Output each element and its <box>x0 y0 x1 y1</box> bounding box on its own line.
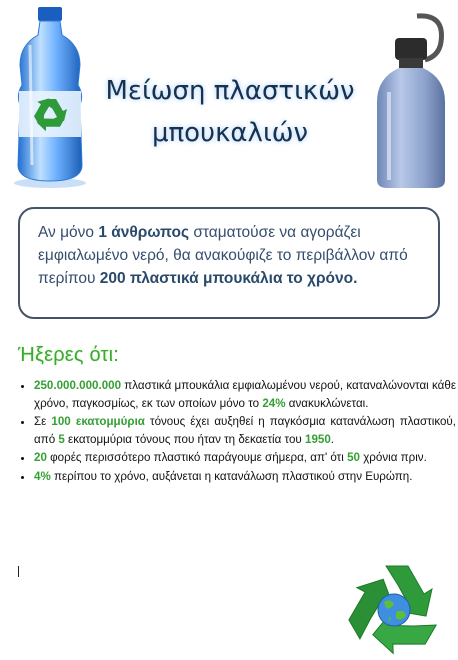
fact-highlight: 1950 <box>305 432 331 446</box>
fact-text: τόνους έχει αυξηθεί η παγκόσμια κατανάλωση πλαστικού, από <box>34 415 456 446</box>
fact-text: εκατομμύρια τόνους που ήταν τη δεκαετία του <box>64 432 305 446</box>
list-item <box>34 377 456 412</box>
list-item <box>34 468 456 486</box>
fact-highlight: 24% <box>262 396 286 410</box>
fact-text: ανακυκλώνεται. <box>285 396 369 410</box>
title-line-1: Μείωση πλαστικών <box>105 76 355 106</box>
fact-highlight: 4% <box>34 469 51 483</box>
fact-highlight: 5 <box>58 432 65 446</box>
fact-text: φορές περισσότερο πλαστικό παράγουμε σήμερα, απ' ότι <box>46 451 348 465</box>
fact-highlight: 50 <box>347 451 360 465</box>
info-box <box>18 207 440 319</box>
recycle-globe-icon <box>340 558 448 658</box>
metal-bottle-image <box>355 12 455 190</box>
info-text-2: σταματούσε να αγοράζει εμφιαλωμένο νερό, θα ανακούφιζε το περιβάλλον από περίπου <box>38 224 408 287</box>
list-item <box>34 413 456 448</box>
fact-text: χρόνια πριν. <box>359 451 427 465</box>
info-bold-2: 200 πλαστικά μπουκάλια το χρόνο. <box>99 270 358 287</box>
plastic-bottle-image <box>0 5 100 190</box>
title-line-2: μπουκαλιών <box>151 118 309 148</box>
fact-highlight: 20 <box>34 451 47 465</box>
fact-text: πλαστικά μπουκάλια εμφιαλωμένου νερού, καταναλώνονται κάθε χρόνο, παγκοσμίως, εκ των οποίων μόνο το <box>34 379 456 410</box>
text-cursor[interactable] <box>18 566 19 577</box>
page-title <box>105 70 355 154</box>
info-text-1: Αν μόνο <box>38 224 99 241</box>
fact-text: Σε <box>34 415 52 429</box>
info-bold-1: 1 άνθρωπος <box>98 224 190 241</box>
fact-highlight: 100 εκατομμύρια <box>51 415 145 429</box>
facts-list <box>18 377 456 487</box>
fact-text: περίπου το χρόνο, αυξάνεται η κατανάλωση πλαστικού στην Ευρώπη. <box>50 469 413 483</box>
list-item <box>34 449 456 467</box>
fact-highlight: 250.000.000.000 <box>34 379 122 392</box>
fact-text: . <box>330 432 335 446</box>
did-you-know-heading: Ήξερες ότι: <box>18 344 120 366</box>
